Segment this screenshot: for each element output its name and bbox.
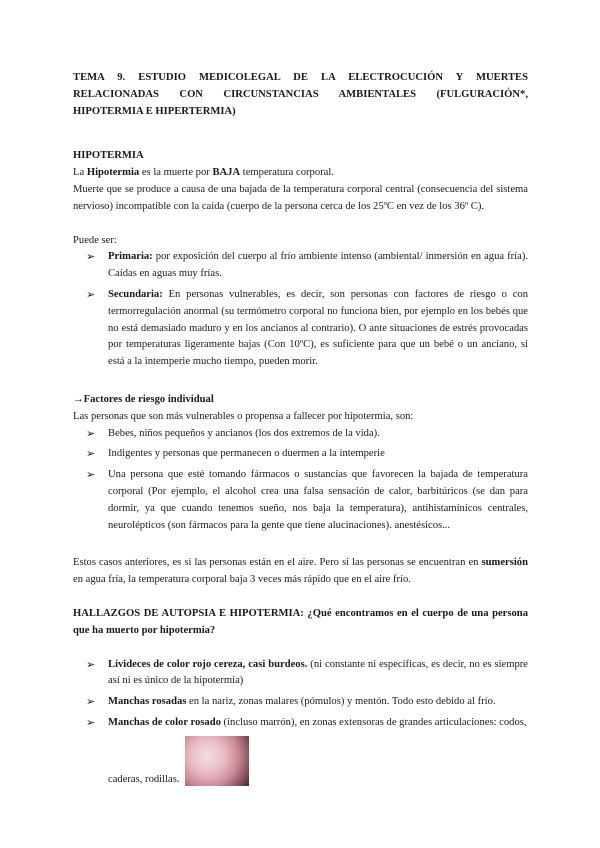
list-item: ➢ Una persona que esté tomando fármacos o sustancias que favorecen la bajada de temperatura corporal (Por ejemplo, el alcohol crea una falsa sensación de calor, barbitúricos (se dan para dormir, ya que cuando tenemos sueño, nos baja la temperatura), antihistamínicos centrales, neurolépticos (son fármacos para la gente que tiene alucinaciones). anestésicos... [86, 469, 528, 531]
arrow-bullet-icon: ➢ [86, 427, 96, 440]
section-heading-hallazgos: HALLAZGOS DE AUTOPSIA E HIPOTERMIA: ¿Qué encontramos en el cuerpo de una persona que ha muerto por hipotermia? [73, 607, 528, 636]
arrow-bullet-icon: ➢ [86, 469, 96, 482]
list-item: ➢ Primaria: por exposición del cuerpo al frío ambiente intenso (ambiental/ inmersión en agua fría). Caídas en aguas muy frías. [86, 251, 528, 280]
arrow-bullet-icon: ➢ [86, 716, 96, 729]
section-heading-hipotermia: HIPOTERMIA [73, 150, 144, 162]
hipotermia-types-list [73, 249, 528, 371]
title-line-2: RELACIONADAS CON CIRCUNSTANCIAS AMBIENTALES (FULGURACIÓN*, [73, 88, 528, 100]
list-item: ➢ Manchas de color rosado (incluso marrón), en zonas extensoras de grandes articulaciones: codos, [108, 715, 528, 732]
factores-list [73, 426, 528, 535]
figure-caption: caderas, rodillas. [108, 773, 180, 785]
arrow-bullet-icon: ➢ [86, 448, 96, 461]
factores-closing: Estos casos anteriores, es si las personas están en el aire. Pero si las personas se encuentran en sumersión en agua fría, la temperatura corporal baja 3 veces más rápido que en el aire frío. [73, 557, 528, 586]
list-item: ➢ Secundaria: En personas vulnerables, es decir, son personas con factores de riesgo o con termorregulación anormal (su termómetro corporal no funciona bien, por ejemplo en los bebés que no está demasiado maduro y en los ancianos al contrario). O ante situaciones de estrés provocadas por temperaturas ligeramente bajas (Con 10ºC), es suficiente para que un bebé o un anciano, si está a la intemperie mucho tiempo, pueden morir. [86, 288, 528, 368]
list-item: ➢ Livideces de color rojo cereza, casi burdeos. (ni constante ni específicas, es decir, no es siempre así ni es único de la hipotermia) [86, 658, 528, 687]
skin-lesion-photo [185, 736, 249, 786]
arrow-bullet-icon: ➢ [86, 288, 96, 301]
hipotermia-description: Muerte que se produce a causa de una bajada de la temperatura corporal central (consecuencia del sistema nervioso) incompatible con la caída (cuerpo de la persona cerca de los 25ºC en vez de los 36º C). [73, 183, 528, 212]
title-line-1: TEMA 9. ESTUDIO MEDICOLEGAL DE LA ELECTROCUCIÓN Y MUERTES [73, 72, 528, 83]
hallazgos-list [73, 657, 528, 732]
arrow-bullet-icon: ➢ [86, 658, 96, 671]
document-title [73, 70, 528, 120]
title-line-3: HIPOTERMIA E HIPERTERMIA) [73, 105, 236, 117]
list-item: ➢ Indigentes y personas que permanecen o duermen a la intemperie [108, 446, 528, 463]
puede-ser-label: Puede ser: [73, 234, 117, 246]
list-item: ➢ Bebes, niños pequeños y ancianos (los dos extremos de la vida). [108, 426, 528, 443]
arrow-bullet-icon: ➢ [86, 696, 96, 709]
list-item: ➢ Manchas rosadas en la nariz, zonas malares (pómulos) y mentón. Todo esto debido al frío. [108, 694, 528, 711]
figure-row [73, 736, 528, 792]
document-page [73, 70, 528, 792]
factores-intro: Las personas que son más vulnerables o propensa a fallecer por hipotermia, son: [73, 410, 414, 422]
hipotermia-intro: La Hipotermia es la muerte por BAJA temperatura corporal. [73, 167, 334, 179]
section-heading-factores: →Factores de riesgo individual [73, 393, 214, 405]
arrow-bullet-icon: ➢ [86, 251, 96, 264]
